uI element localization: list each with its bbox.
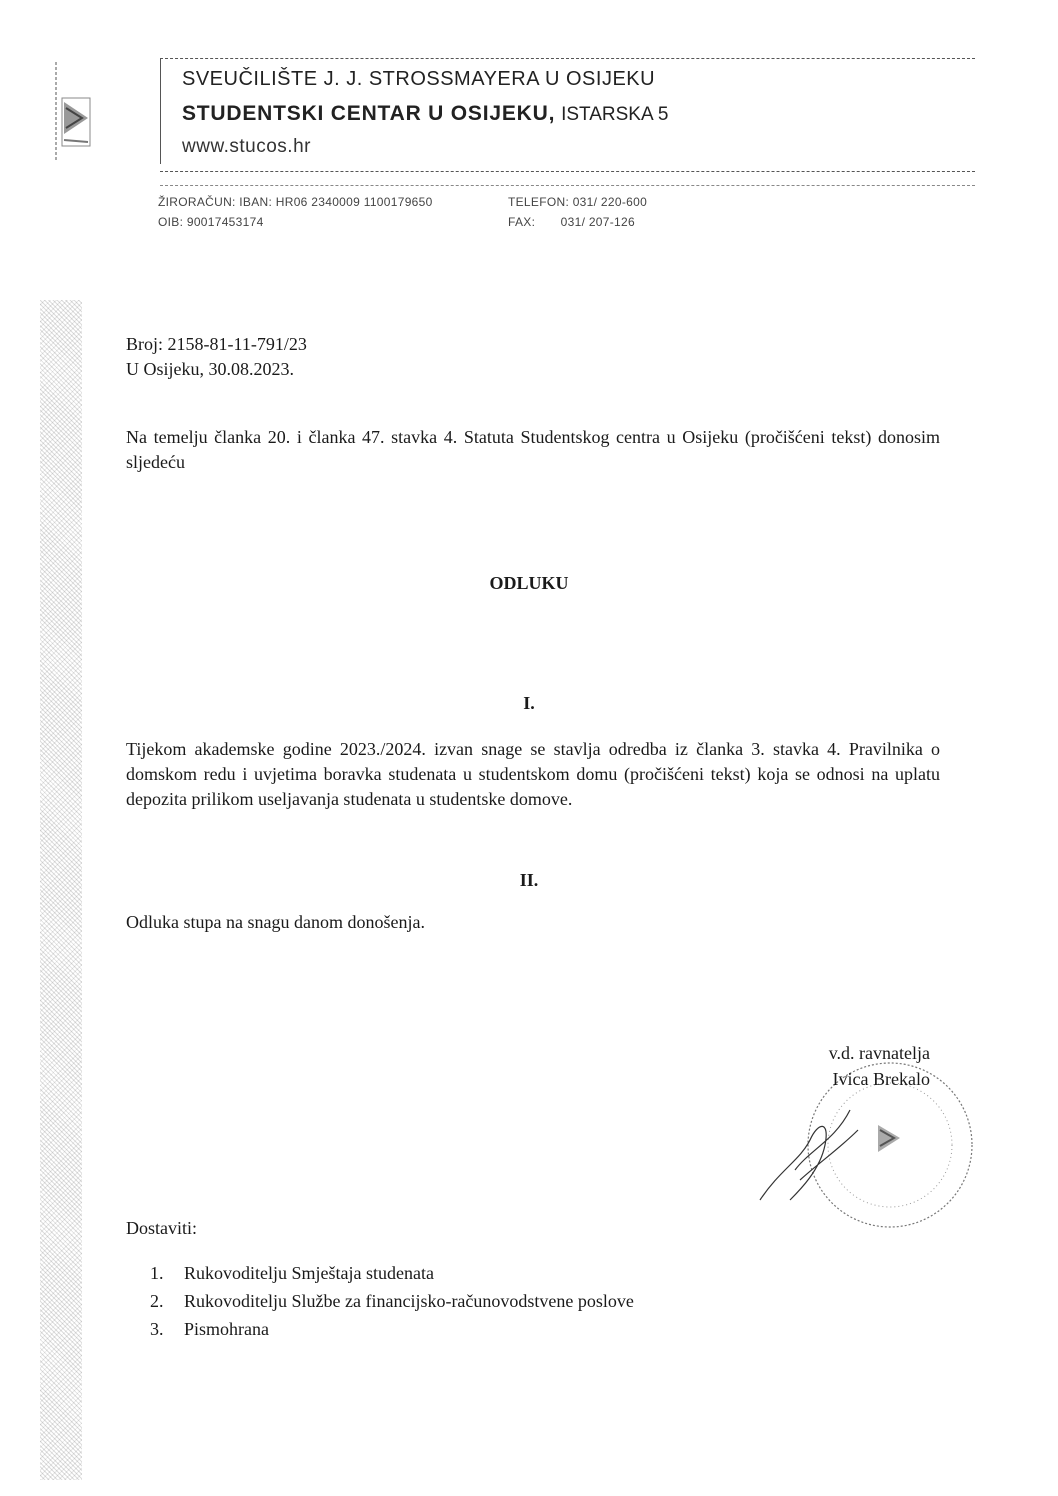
- distribution-list: [150, 1259, 634, 1343]
- header-top-rule: [160, 58, 975, 59]
- section-1-text: Tijekom akademske godine 2023./2024. izvan snage se stavlja odredba iz članka 3. stavka 4. Pravilnika o domskom redu i uvjetima boravka studenata u studentskom domu (pročišćeni tekst) koja se odnosi na uplatu depozita prilikom useljavanja studenata u studentske domove.: [126, 739, 940, 809]
- list-item-number: 2.: [150, 1291, 164, 1311]
- distribution-label: Dostaviti:: [126, 1218, 197, 1238]
- fax-number: FAX: 031/ 207-126: [508, 215, 635, 229]
- account-number: ŽIRORAČUN: IBAN: HR06 2340009 1100179650: [158, 195, 433, 209]
- reference-number: Broj: 2158-81-11-791/23: [126, 334, 307, 354]
- university-name: SVEUČILIŠTE J. J. STROSSMAYERA U OSIJEKU: [182, 68, 656, 90]
- oib-number: OIB: 90017453174: [158, 215, 264, 229]
- signature-block: [760, 1040, 930, 1092]
- header-vertical-rule: [160, 58, 161, 164]
- decision-title: ODLUKU: [489, 573, 569, 593]
- header-lower-rule: [160, 185, 975, 186]
- contact-details: [508, 192, 647, 232]
- legal-basis-paragraph: Na temelju članka 20. i članka 47. stavka 4. Statuta Studentskog centra u Osijeku (pročišćeni tekst) donosim sljedeću: [126, 427, 940, 472]
- section-1-number: I.: [523, 693, 535, 713]
- center-address: ISTARSKA 5: [561, 104, 669, 125]
- section-2-number: II.: [519, 870, 539, 890]
- list-item-text: Rukovoditelju Smještaja studenata: [184, 1263, 434, 1283]
- list-item: [150, 1315, 634, 1343]
- document-date: U Osijeku, 30.08.2023.: [126, 359, 294, 379]
- center-name-line: [182, 102, 668, 126]
- list-item-number: 1.: [150, 1263, 164, 1283]
- list-item-text: Rukovoditelju Službe za financijsko-računovodstvene poslove: [184, 1291, 634, 1311]
- list-item: [150, 1259, 634, 1287]
- section-2-text: Odluka stupa na snagu danom donošenja.: [126, 912, 425, 932]
- institution-logo-icon: [52, 62, 96, 162]
- website: www.stucos.hr: [182, 136, 311, 157]
- header-bottom-rule: [160, 171, 975, 172]
- signatory-role: v.d. ravnatelja: [828, 1043, 930, 1063]
- list-item: [150, 1287, 634, 1315]
- signatory-name: Ivica Brekalo: [832, 1069, 930, 1089]
- list-item-text: Pismohrana: [184, 1319, 269, 1339]
- phone-number: TELEFON: 031/ 220-600: [508, 195, 648, 209]
- list-item-number: 3.: [150, 1319, 164, 1339]
- bank-details: [158, 192, 433, 232]
- center-name: STUDENTSKI CENTAR U OSIJEKU,: [182, 102, 556, 125]
